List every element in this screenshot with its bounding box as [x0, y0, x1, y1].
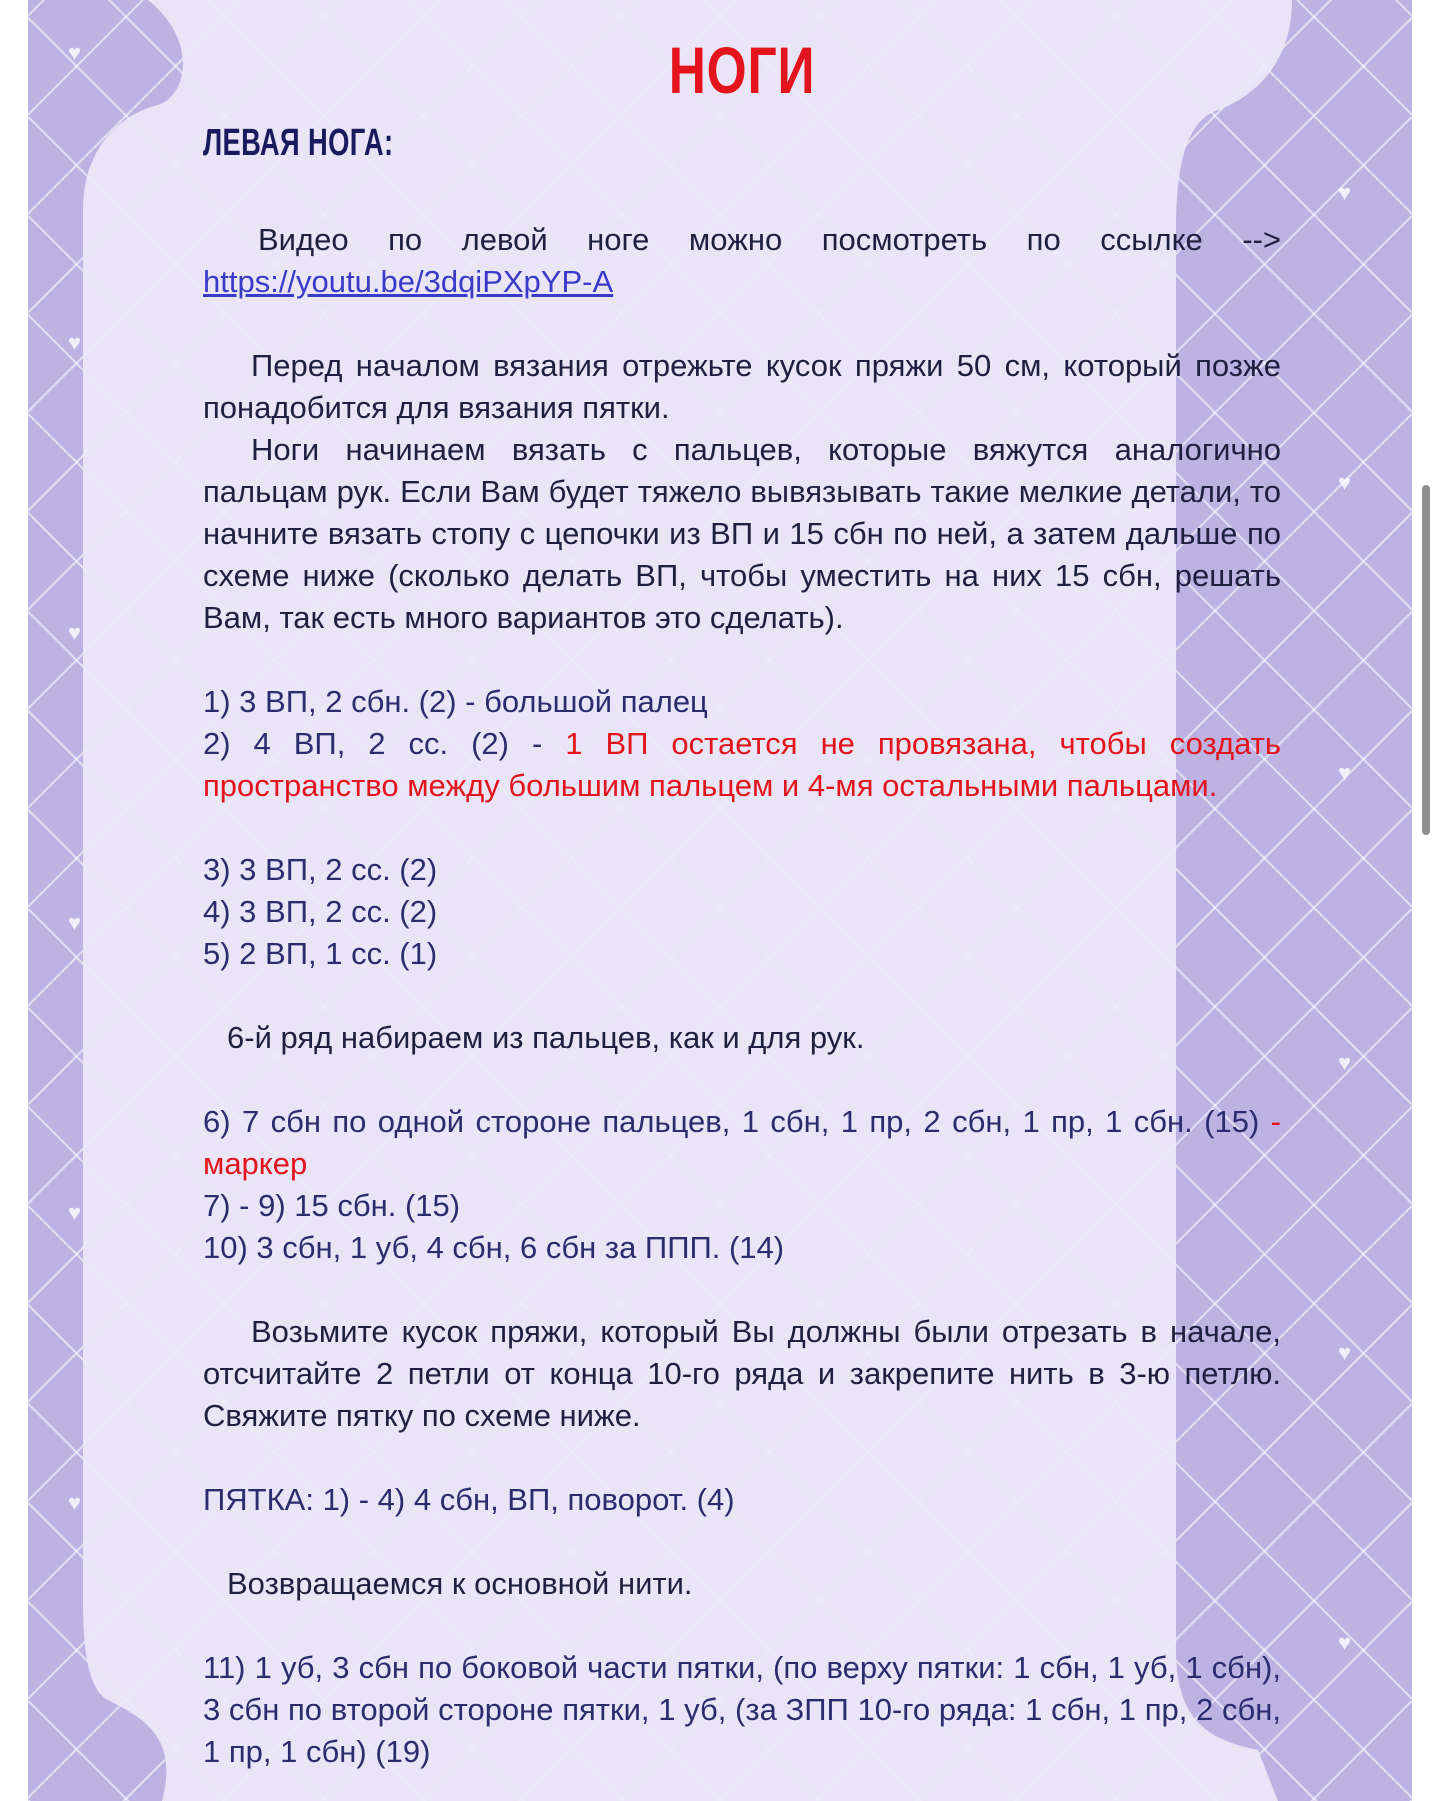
- row-10: 10) 3 сбн, 1 уб, 4 сбн, 6 сбн за ППП. (14): [203, 1230, 785, 1265]
- row-6-marker: - маркер: [203, 1104, 1282, 1181]
- row-3: 3) 3 ВП, 2 сс. (2): [203, 852, 438, 887]
- row-7-9: 7) - 9) 15 сбн. (15): [203, 1188, 461, 1223]
- scrollbar-thumb[interactable]: [1422, 485, 1430, 835]
- page-title: НОГИ: [668, 33, 816, 107]
- heart-icon: ♥: [1338, 470, 1352, 495]
- document-content: [203, 0, 1281, 1801]
- heart-icon: ♥: [68, 330, 82, 355]
- row-2-note: 1 ВП остается не провязана, чтобы создать пространство между большим пальцем и 4-мя остальными пальцами.: [203, 726, 1281, 803]
- heart-icon: ♥: [1338, 1050, 1352, 1075]
- row-5: 5) 2 ВП, 1 сс. (1): [203, 936, 438, 971]
- heel-rows: ПЯТКА: 1) - 4) 4 сбн, ВП, поворот. (4): [203, 1482, 735, 1517]
- heart-icon: ♥: [1338, 180, 1352, 205]
- heart-icon: ♥: [68, 620, 82, 645]
- intro-paragraph-1: Перед началом вязания отрежьте кусок пряжи 50 см, который позже понадобится для вязания пятки.: [203, 348, 1281, 425]
- row-6-intro: 6-й ряд набираем из пальцев, как и для рук.: [227, 1020, 865, 1055]
- row-6: [203, 1101, 1281, 1185]
- heart-icon: ♥: [68, 1490, 82, 1515]
- heart-icon: ♥: [68, 40, 82, 65]
- left-margin: [0, 0, 28, 1801]
- video-text: Видео по левой ноге можно посмотреть по ссылке -->: [258, 222, 1281, 257]
- row-2-text: 2) 4 ВП, 2 сс. (2) -: [203, 726, 566, 761]
- row-6-text: 6) 7 сбн по одной стороне пальцев, 1 сбн, 1 пр, 2 сбн, 1 пр, 1 сбн. (15): [203, 1104, 1260, 1139]
- section-heading: ЛЕВАЯ НОГА:: [203, 122, 394, 164]
- row-4: 4) 3 ВП, 2 сс. (2): [203, 894, 438, 929]
- return-text: Возвращаемся к основной нити.: [227, 1566, 693, 1601]
- heart-icon: ♥: [68, 910, 82, 935]
- intro-paragraph-2: Ноги начинаем вязать с пальцев, которые вяжутся аналогично пальцам рук. Если Вам будет тяжело вывязывать такие мелкие детали, то начните вязать стопу с цепочки из ВП и 15 сбн по ней, а затем дальше по схеме ниже (сколько делать ВП, чтобы уместить на них 15 сбн, решать Вам, так есть много вариантов это сделать).: [203, 432, 1281, 635]
- heart-icon: ♥: [68, 1200, 82, 1225]
- document-page: [28, 0, 1412, 1801]
- row-2: [203, 723, 1281, 807]
- scrollbar-track[interactable]: [1412, 0, 1440, 1801]
- row-1: 1) 3 ВП, 2 сбн. (2) - большой палец: [203, 684, 708, 719]
- heart-icon: ♥: [1338, 1630, 1352, 1655]
- video-link[interactable]: https://youtu.be/3dqiPXpYP-A: [203, 264, 614, 299]
- row-11: 11) 1 уб, 3 сбн по боковой части пятки, (по верху пятки: 1 сбн, 1 уб, 1 сбн), 3 сбн по второй стороне пятки, 1 уб, (за ЗПП 10-го ряда: 1 сбн, 1 пр, 2 сбн, 1 пр, 1 сбн) (19): [203, 1650, 1281, 1769]
- heart-icon: ♥: [1338, 760, 1352, 785]
- heel-intro: Возьмите кусок пряжи, который Вы должны были отрезать в начале, отсчитайте 2 петли от конца 10-го ряда и закрепите нить в 3-ю петлю. Свяжите пятку по схеме ниже.: [203, 1314, 1281, 1433]
- video-link-line: [203, 261, 1281, 303]
- heart-icon: ♥: [1338, 1340, 1352, 1365]
